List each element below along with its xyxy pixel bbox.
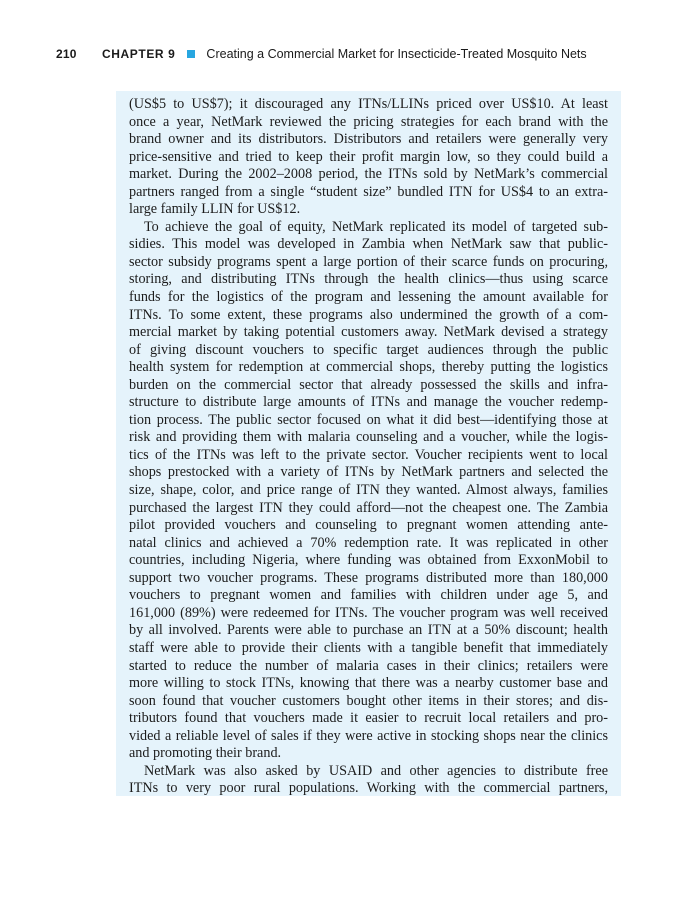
text-line: market. During the 2002–2008 period, the ITNs sold by NetMark’s commercial xyxy=(129,166,608,183)
text-line: by all involved. Parents were able to purchase an ITN at a 50% discount; health xyxy=(129,622,608,639)
text-line: size, shape, color, and price range of ITN they wanted. Almost always, families xyxy=(129,482,608,499)
text-line: started to reduce the number of malaria cases in their clinics; retailers were xyxy=(129,657,608,674)
text-line: storing, and distributing ITNs through the health clinics—thus using scarce xyxy=(129,271,608,288)
text-line: sector subsidy programs spent a large portion of their scarce funds on procuring, xyxy=(129,253,608,270)
text-line: tion process. The public sector focused on what it did best—identifying those at xyxy=(129,411,608,428)
text-line: mercial market by taking potential customers away. NetMark devised a strategy xyxy=(129,324,608,341)
text-line: purchased the largest ITN they could afford—not the cheapest one. The Zambia xyxy=(129,499,608,516)
text-line: ITNs. To some extent, these programs also undermined the growth of a com- xyxy=(129,306,608,323)
text-line: of giving discount vouchers to specific target audiences through the public xyxy=(129,341,608,358)
text-line: natal clinics and achieved a 70% redemption rate. It was replicated in other xyxy=(129,534,608,551)
text-line: vided a reliable level of sales if they were active in stocking shops near the clinics xyxy=(129,727,608,744)
text-line: countries, including Nigeria, where funding was obtained from ExxonMobil to xyxy=(129,552,608,569)
running-head xyxy=(56,47,646,67)
text-line: sidies. This model was developed in Zambia when NetMark saw that public- xyxy=(129,236,608,253)
text-line: tributors found that vouchers made it easier to recruit local retailers and pro- xyxy=(129,710,608,727)
text-line: health system for redemption at commercial shops, thereby putting the logistics xyxy=(129,359,608,376)
text-line: structure to distribute large amounts of ITNs and manage the voucher redemp- xyxy=(129,394,608,411)
text-line: ITNs to very poor rural populations. Working with the commercial partners, xyxy=(129,780,608,797)
chapter-label: CHAPTER 9 xyxy=(102,47,176,61)
text-line: more willing to stock ITNs, knowing that there was a nearby customer base and xyxy=(129,675,608,692)
body-text xyxy=(129,96,608,798)
text-line: price-sensitive and tried to keep their profit margin low, so they could build a xyxy=(129,148,608,165)
text-line: once a year, NetMark reviewed the pricing strategies for each brand with the xyxy=(129,113,608,130)
text-line: soon found that voucher customers bought other items in their stores; and dis- xyxy=(129,692,608,709)
chapter-title: Creating a Commercial Market for Insecticide-Treated Mosquito Nets xyxy=(206,47,587,61)
text-line: partners ranged from a single “student size” bundled ITN for US$4 to an extra- xyxy=(129,183,608,200)
shaded-text-box xyxy=(116,91,621,796)
text-line: large family LLIN for US$12. xyxy=(129,201,301,218)
text-line: vouchers to pregnant women and families with children under age 5, and xyxy=(129,587,608,604)
text-line: shops prestocked with a variety of ITNs by NetMark partners and selected the xyxy=(129,464,608,481)
text-line: NetMark was also asked by USAID and other agencies to distribute free xyxy=(144,762,608,779)
text-line: burden on the commercial sector that already possessed the skills and infra- xyxy=(129,376,608,393)
text-line: and promoting their brand. xyxy=(129,745,282,762)
text-line: staff were able to provide their clients with a tangible benefit that immediately xyxy=(129,639,608,656)
text-line: risk and providing them with malaria counseling and a voucher, while the logis- xyxy=(129,429,608,446)
text-line: (US$5 to US$7); it discouraged any ITNs/LLINs priced over US$10. At least xyxy=(129,96,608,112)
text-line: brand owner and its distributors. Distributors and retailers were generally very xyxy=(129,131,608,148)
text-line: funds for the logistics of the program and lessening the amount available for xyxy=(129,289,608,306)
text-line: support two voucher programs. These programs distributed more than 180,000 xyxy=(129,569,608,586)
text-line: 161,000 (89%) were redeemed for ITNs. The voucher program was well received xyxy=(129,604,608,621)
text-line: To achieve the goal of equity, NetMark replicated its model of targeted sub- xyxy=(144,218,608,235)
text-line: tics of the ITNs was left to the private sector. Voucher recipients went to local xyxy=(129,446,608,463)
text-line: pilot provided vouchers and counseling to pregnant women attending ante- xyxy=(129,517,608,534)
chapter-marker-square-icon xyxy=(187,50,195,58)
page-number: 210 xyxy=(56,47,77,61)
